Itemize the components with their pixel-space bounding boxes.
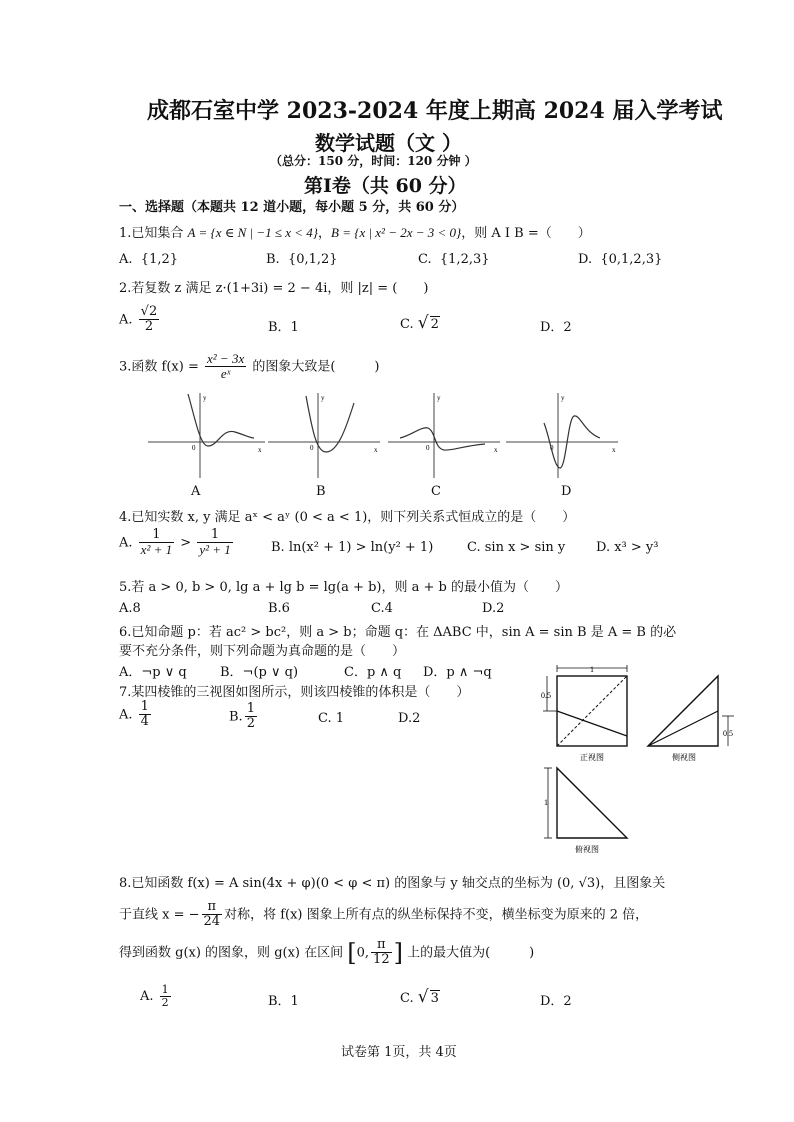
question-6-line1: 6.已知命题 p：若 ac² > bc²，则 a > b；命题 q：在 ΔABC 中，sin A = sin B 是 A = B 的必 [119,625,677,640]
q5-option-d[interactable]: D.2 [482,601,505,616]
q1-option-c[interactable]: C. {1,2,3} [418,252,490,267]
question-3: 3.函数 f(x) = $\frac{\text{x² − 3x}}{\text{eˣ}}$ 的图象大致是( ) [119,351,380,382]
q7-option-b[interactable]: B. $\frac{1}{2}$ [229,701,255,732]
q7-top-view [544,768,627,838]
q7-side-label: 侧视图 [672,753,696,762]
section-title: 第Ⅰ卷（共 60 分） [304,175,467,197]
question-8-line1: 8.已知函数 f(x) = A sin(4x + φ)(0 < φ < π) 的图象与 y 轴交点的坐标为 (0, √3)，且图象关 [119,876,666,891]
question-6-line2: 要不充分条件，则下列命题为真命题的是（ ） [119,644,406,659]
q7-top-label: 俯视图 [575,845,599,854]
q6-option-d[interactable]: D．p ∧ ¬q [423,665,492,680]
q3-label-c: C [431,484,441,499]
q5-option-c[interactable]: C.4 [371,601,393,616]
q3-label-b: B [316,484,326,499]
svg-text:1: 1 [544,798,548,807]
q3-denominator: eˣ [220,366,231,382]
q1-option-d[interactable]: D. {0,1,2,3} [578,252,663,267]
q1-set-a: A = {x ∈ N | −1 ≤ x < 4} [187,225,319,240]
q7-option-a[interactable]: A. $\frac{1}{4}$ [119,699,149,730]
svg-text:y: y [437,394,441,402]
q6-option-a[interactable]: A．¬p ∨ q [119,665,187,680]
q5-option-b[interactable]: B.6 [268,601,290,616]
svg-text:y: y [321,394,325,402]
question-8-line3: 得到函数 g(x) 的图象，则 g(x) 在区间 [0, $\frac{\pi}{12}$ ] 上的最大值为( ) [119,937,535,968]
svg-text:0: 0 [192,444,196,452]
q3-graphs [140,388,630,500]
svg-text:0: 0 [310,444,314,452]
q8-c-radicand: 3 [430,991,439,1006]
q1-set-b: B = {x | x² − 2x − 3 < 0} [331,225,462,240]
q2-option-a[interactable]: A. $\frac{√2}{2}$ [119,304,158,335]
q8-option-c[interactable]: C. √ 3 [400,987,439,1007]
svg-text:y: y [561,394,565,402]
q2-c-radicand: 2 [430,317,439,332]
question-2: 2.若复数 z 满足 z·(1+3i) = 2 − 4i，则 |z| = ( ) [119,281,429,296]
svg-text:x: x [612,446,616,454]
svg-text:x: x [374,446,378,454]
svg-text:0: 0 [550,444,554,452]
q1-stem-b: ， [318,226,332,241]
q6-option-b[interactable]: B．¬(p ∨ q) [220,665,299,680]
q2-a-numerator: √2 [140,304,158,319]
q3-label-d: D [561,484,572,499]
q2-option-c[interactable]: C. √ 2 [400,313,439,333]
q4-option-c[interactable]: C. sin x > sin y [467,540,566,555]
exam-subtitle: 数学试题（文 ） [315,131,462,155]
question-4: 4.已知实数 x, y 满足 aˣ < aʸ (0 < a < 1)，则下列关系式恒成立的是（ ） [119,510,576,525]
q7-option-c[interactable]: C. 1 [318,711,345,726]
svg-text:1: 1 [590,665,594,674]
page-footer: 试卷第 1页，共 4页 [341,1045,457,1060]
q3-graph-b[interactable] [268,393,380,478]
q7-front-view [541,665,627,746]
q5-option-a[interactable]: A.8 [119,601,141,616]
q7-three-view-figure [536,662,746,858]
q1-stem-c: ，则 A I B =（ ） [461,226,591,241]
question-7: 7.某四棱锥的三视图如图所示，则该四棱锥的体积是（ ） [119,685,470,700]
q4-option-d[interactable]: D. x³ > y³ [596,540,659,555]
question-5: 5.若 a > 0, b > 0, lg a + lg b = lg(a + b)，则 a + b 的最小值为（ ） [119,580,568,595]
question-1 [119,222,591,241]
svg-text:0.5: 0.5 [541,691,551,700]
q3-numerator: x² − 3x [207,351,245,366]
q1-stem-a: 1.已知集合 [119,226,188,241]
q7-option-d[interactable]: D.2 [398,711,421,726]
q1-option-a[interactable]: A. {1,2} [119,252,179,267]
q2-option-b[interactable]: B．1 [268,320,299,335]
svg-text:y: y [203,394,207,402]
q8-option-a[interactable]: A. $\frac{1}{2}$ [140,983,169,1010]
q4-option-b[interactable]: B. ln(x² + 1) > ln(y² + 1) [271,540,434,555]
svg-text:0: 0 [426,444,430,452]
question-8-line2: 于直线 x = − $\frac{\pi}{24}$ 对称，将 f(x) 图象上所有点的纵坐标保持不变，横坐标变为原来的 2 倍， [119,899,649,930]
q1-option-b[interactable]: B. {0,1,2} [266,252,338,267]
exam-meta: （总分：150 分，时间：120 分钟 ） [270,154,477,168]
part-heading: 一、选择题（本题共 12 道小题，每小题 5 分，共 60 分） [119,200,465,215]
svg-text:0.5: 0.5 [723,729,733,738]
q7-side-view [648,676,734,746]
q4-option-a[interactable]: A. $\frac{1}{\text{x² + 1}}$ > $\frac{1}{\text{y² + 1}}$ [119,527,231,558]
svg-text:x: x [258,446,262,454]
q3-graph-d[interactable] [506,393,618,478]
q3-label-a: A [191,484,201,499]
exam-title: 成都石室中学 2023-2024 年度上期高 2024 届入学考试 [147,98,723,124]
q6-option-c[interactable]: C．p ∧ q [344,665,402,680]
q3-graph-c[interactable] [388,393,500,478]
q2-a-denominator: 2 [144,319,154,335]
q8-option-d[interactable]: D．2 [540,994,572,1009]
svg-text:x: x [494,446,498,454]
q7-front-label: 正视图 [580,753,604,762]
q3-graph-a[interactable] [148,393,265,478]
q2-option-d[interactable]: D．2 [540,320,572,335]
q8-option-b[interactable]: B．1 [268,994,299,1009]
